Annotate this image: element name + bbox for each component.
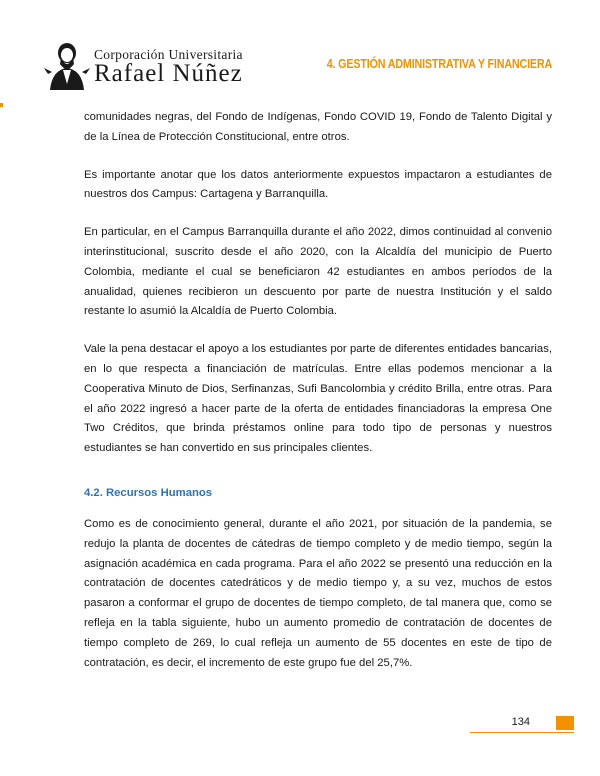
logo-text-line2: Rafael Núñez — [94, 60, 243, 87]
page-number: 134 — [511, 716, 530, 728]
logo-text-line1: Corporación Universitaria — [94, 47, 243, 62]
page-number-accent — [556, 716, 574, 730]
section-subheading: 4.2. Recursos Humanos — [84, 486, 213, 499]
founder-portrait-emblem — [44, 40, 90, 90]
footer-rule — [470, 732, 574, 733]
page-content — [84, 108, 552, 691]
paragraph: Es importante anotar que los datos anteriormente expuestos impactaron a estudiantes de nuestros dos Campus: Cartagena y Barranquilla. — [84, 168, 552, 201]
paragraph: comunidades negras, del Fondo de Indígenas, Fondo COVID 19, Fondo de Talento Digital y de la Línea de Protección Constitucional, entre otros. — [84, 111, 552, 143]
section-title: 4. GESTIÓN ADMINISTRATIVA Y FINANCIERA — [326, 57, 552, 71]
paragraph: Vale la pena destacar el apoyo a los estudiantes por parte de diferentes entidades bancarias, en lo que respecta a financiación de matrículas. Entre ellas podemos mencionar a la Cooperativa Minuto de Dios, Serfinanzas, Sufi Bancolombia y crédito Brilla, entre otras. Para el año 2022 ingresó a hacer parte de la oferta de entidades financiadoras la empresa One Two Créditos, que brinda préstamos online para todo tipo de personas y nuestros estudiantes se han convertido en sus principales clientes. — [84, 343, 552, 455]
side-accent-mark — [0, 103, 3, 107]
university-logo — [44, 40, 284, 92]
page-header — [0, 0, 600, 100]
paragraph: En particular, en el Campus Barranquilla durante el año 2022, dimos continuidad al convenio interinstitucional, suscrito desde el año 2020, con la Alcaldía del municipio de Puerto Colombia, mediante el cual se beneficiaron 42 estudiantes en ambos períodos de la anualidad, quienes recibieron un descuento por parte de nuestra Institución y el saldo restante lo asumió la Alcaldía de Puerto Colombia. — [84, 226, 552, 318]
paragraph: Como es de conocimiento general, durante el año 2021, por situación de la pandemia, se redujo la planta de docentes de cátedras de tiempo completo y de medio tiempo, según la asignación académica en cada programa. Para el año 2022 se presentó una reducción en la contratación de docentes catedráticos y de medio tiempo y, a su vez, muchos de estos pasaron a conformar el grupo de docentes de tiempo completo, de tal manera que, como se refleja en la tabla siguiente, hubo un aumento promedio de contratación de docentes de tiempo completo de 269, lo cual refleja un aumento de 55 docentes en este de tipo de contratación, es decir, el incremento de este grupo fue del 25,7%. — [84, 517, 552, 669]
